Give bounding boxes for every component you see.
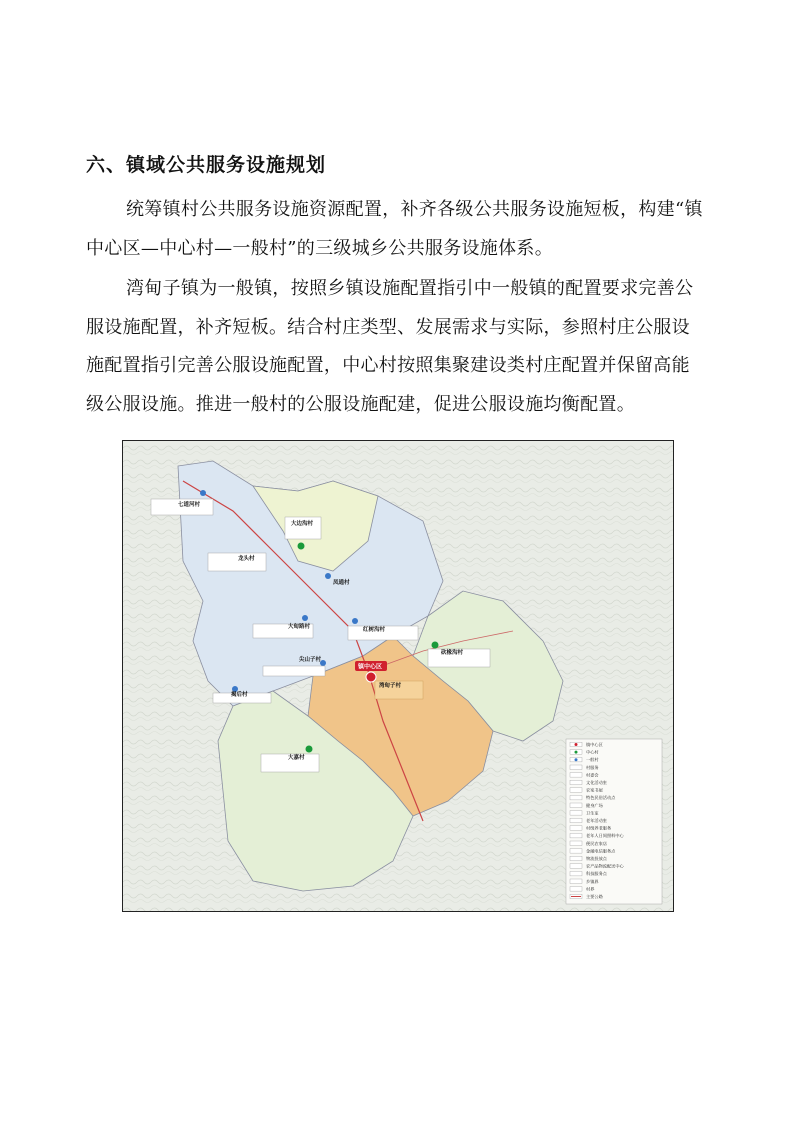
legend-label: 金融电信服务点 — [586, 848, 616, 854]
legend-label: 村界 — [586, 886, 595, 892]
paragraph-2-line: 施配置指引完善公服设施配置，中心村按照集聚建设类村庄配置并保留高能 — [86, 355, 690, 376]
legend-swatch — [570, 887, 582, 892]
village-label: 大边沟村 — [291, 521, 314, 527]
legend-label: 中心村 — [586, 749, 599, 755]
legend-swatch — [570, 864, 582, 869]
legend-symbol — [575, 758, 578, 761]
legend-label: 村委会 — [586, 772, 599, 778]
legend-swatch — [570, 879, 582, 884]
legend-label: 村服务 — [586, 764, 599, 770]
legend-swatch — [570, 773, 582, 778]
village-marker[interactable] — [375, 681, 423, 699]
village-label: 大嘉村 — [288, 755, 305, 761]
legend-swatch — [570, 841, 582, 846]
legend-label: 村级养老服务 — [586, 825, 612, 831]
village-label: 大甸路村 — [288, 624, 311, 630]
paragraph-2 — [86, 270, 712, 424]
village-label: 砍椽沟村 — [441, 650, 464, 656]
paragraph-2-line: 服设施配置，补齐短板。结合村庄类型、发展需求与实际，参照村庄公服设 — [86, 316, 690, 338]
legend-label: 老年人日间照料中心 — [586, 833, 624, 839]
map-legend — [566, 739, 662, 904]
facility-planning-map — [122, 440, 674, 912]
legend-swatch — [570, 780, 582, 785]
village-label: 尖山子村 — [299, 657, 322, 663]
legend-label: 卫生室 — [586, 810, 599, 816]
legend-swatch — [570, 871, 582, 876]
legend-label: 农家书屋 — [586, 787, 603, 793]
paragraph-1-line: 统筹镇村公共服务设施资源配置，补齐各级公共服务设施短板，构建“镇 — [126, 199, 703, 220]
legend-symbol — [575, 751, 578, 754]
village-marker[interactable] — [208, 553, 266, 571]
legend-label: 特色民俗活动点 — [586, 795, 616, 801]
legend-label: 一般村 — [586, 757, 599, 763]
town-center-label: 镇中心区 — [358, 663, 383, 671]
paragraph-2-line: 湾甸子镇为一般镇，按照乡镇设施配置指引中一般镇的配置要求完善公 — [126, 278, 694, 299]
village-label: 湾甸子村 — [379, 683, 402, 689]
legend-label: 文化活动室 — [586, 780, 607, 785]
legend-swatch — [570, 826, 582, 831]
village-label: 凤通村 — [333, 580, 350, 586]
legend-symbol — [575, 743, 578, 746]
legend-label: 主要公路 — [586, 894, 603, 899]
legend-swatch — [570, 833, 582, 838]
legend-label: 科技服务点 — [586, 871, 607, 877]
legend-label: 镇中心区 — [586, 742, 603, 747]
legend-label: 物流投放点 — [586, 856, 607, 861]
legend-label: 乡镇界 — [586, 878, 599, 884]
paragraph-1-line: 中心区—中心村—一般村”的三级城乡公共服务设施体系。 — [86, 237, 553, 259]
village-label: 揭后村 — [231, 692, 248, 698]
legend-swatch — [570, 765, 582, 770]
legend-swatch — [570, 795, 582, 800]
legend-label: 健身广场 — [586, 802, 603, 808]
section-heading: 六、镇域公共服务设施规划 — [86, 154, 327, 176]
legend-label: 农产品物流配送中心 — [586, 863, 624, 869]
paragraph-1 — [86, 191, 712, 268]
paragraph-2-line: 级公服设施。推进一般村的公服设施配建，促进公服设施均衡配置。 — [86, 393, 635, 415]
legend-swatch — [570, 856, 582, 861]
village-label: 七道河村 — [178, 502, 201, 508]
village-label: 红树沟村 — [363, 627, 386, 633]
legend-label: 老年活动室 — [586, 818, 607, 823]
map-svg — [123, 441, 673, 911]
legend-swatch — [570, 849, 582, 854]
legend-label: 便民农家店 — [586, 840, 607, 846]
legend-swatch — [570, 788, 582, 793]
legend-swatch — [570, 818, 582, 823]
legend-swatch — [570, 811, 582, 816]
legend-swatch — [570, 803, 582, 808]
village-label: 龙头村 — [238, 556, 255, 562]
